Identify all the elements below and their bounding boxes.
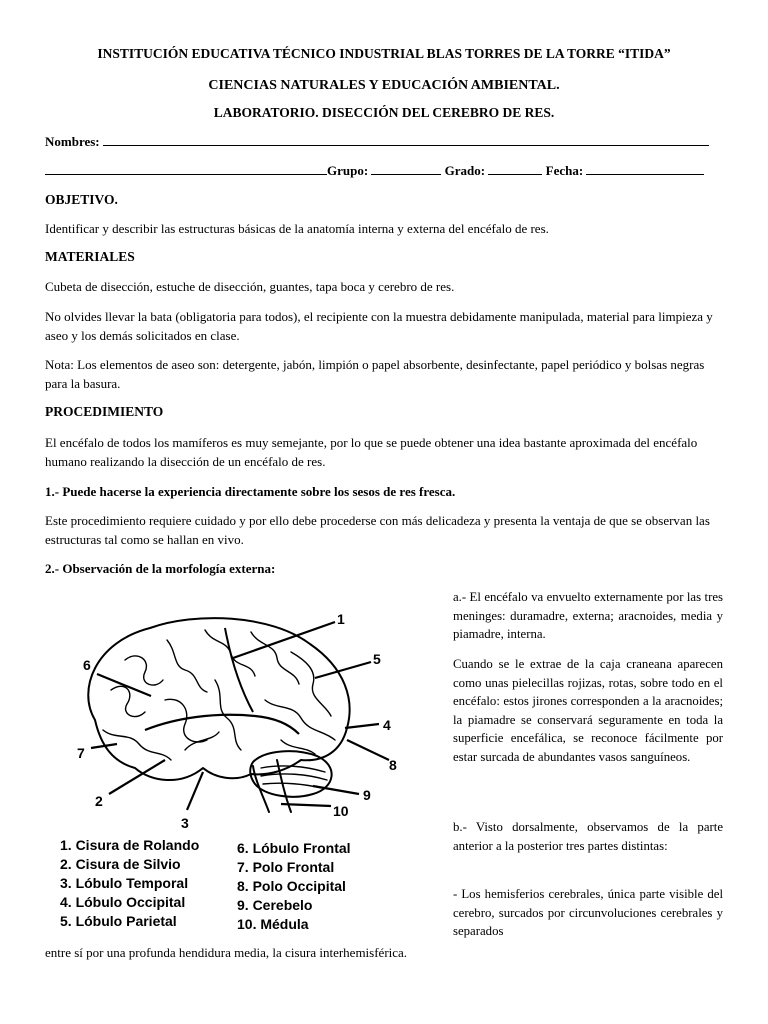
step1-title: 1.- Puede hacerse la experiencia directamente sobre los sesos de res fresca.	[45, 484, 456, 499]
aracnoides-paragraph: Cuando se le extrae de la caja craneana aparecen como unas pielecillas rojizas, rotas, sobre todo en el encéfalo: estos jirones corresponden a la aracnoides; la piamadre se conservará seguramente en toda la superficie encefálica, se reconoce fácilmente por estar surcada de abundantes vasos sanguíneos.	[453, 657, 723, 764]
fecha-label: Fecha:	[545, 163, 584, 178]
materiales-p1: Cubeta de disección, estuche de disección, guantes, tapa boca y cerebro de res.	[45, 279, 455, 294]
objetivo-heading: OBJETIVO.	[45, 192, 118, 207]
procedimiento-intro: El encéfalo de todos los mamíferos es muy semejante, por lo que se puede obtener una idea bastante aproximada del encéfalo humano realizando la disección de un encéfalo de res.	[45, 435, 698, 469]
nombres-row	[45, 134, 725, 150]
legend-left	[60, 836, 199, 931]
legend-item: 6. Lóbulo Frontal	[237, 840, 351, 856]
objetivo-text: Identificar y describir las estructuras básicas de la anatomía interna y externa del encéfalo de res.	[45, 221, 549, 236]
fig-label-6: 6	[83, 657, 91, 673]
legend-item: 5. Lóbulo Parietal	[60, 913, 177, 929]
leader-line-2	[109, 760, 165, 794]
fig-label-10: 10	[333, 803, 349, 819]
fig-label-2: 2	[95, 793, 103, 809]
institution-title: INSTITUCIÓN EDUCATIVA TÉCNICO INDUSTRIAL BLAS TORRES DE LA TORRE “ITIDA”	[97, 46, 671, 61]
subject-title: CIENCIAS NATURALES Y EDUCACIÓN AMBIENTAL.	[208, 78, 560, 93]
step1-text: Este procedimiento requiere cuidado y por ello debe procederse con más delicadeza y presenta la ventaja de que se observan las estructuras tal como se hallan en vivo.	[45, 513, 710, 547]
fig-label-8: 8	[389, 757, 397, 773]
fig-label-3: 3	[181, 815, 189, 830]
materiales-p2: No olvides llevar la bata (obligatoria para todos), el recipiente con la muestra debidamente manipulada, material para limpieza y aseo y los demás solicitados en clase.	[45, 309, 713, 343]
nombres-field[interactable]	[103, 134, 709, 146]
leader-line-5	[315, 662, 371, 678]
legend-item: 2. Cisura de Silvio	[60, 856, 181, 872]
legend-item: 8. Polo Occipital	[237, 878, 346, 894]
fig-label-7: 7	[77, 745, 85, 761]
legend-item: 1. Cisura de Rolando	[60, 837, 200, 853]
fig-label-5: 5	[373, 651, 381, 667]
leader-line-4	[345, 724, 379, 728]
fig-label-1: 1	[337, 611, 345, 627]
grupo-row	[45, 163, 725, 179]
materiales-note: Nota: Los elementos de aseo son: detergente, jabón, limpión o papel absorbente, desinfectante, papel periódico y bolsas negras para la basura.	[45, 357, 705, 391]
fig-label-4: 4	[383, 717, 391, 733]
dorsal-view-paragraph: b.- Visto dorsalmente, observamos de la parte anterior a la posterior tres partes distintas:	[453, 820, 723, 853]
legend-item: 4. Lóbulo Occipital	[60, 894, 186, 910]
legend-item: 10. Médula	[237, 916, 309, 932]
hemispheres-paragraph: - Los hemisferios cerebrales, única parte visible del cerebro, surcados por circunvoluciones cerebrales y separados	[453, 887, 723, 938]
leader-line-9	[313, 786, 359, 794]
grado-field[interactable]	[488, 163, 542, 175]
meninges-paragraph: a.- El encéfalo va envuelto externamente por las tres meninges: duramadre, externa; aracnoides, media y piamadre, interna.	[453, 590, 723, 641]
legend-item: 9. Cerebelo	[237, 897, 313, 913]
leader-line-6	[97, 674, 151, 696]
procedimiento-heading: PROCEDIMIENTO	[45, 404, 164, 419]
leader-line-8	[347, 740, 389, 760]
legend-item: 3. Lóbulo Temporal	[60, 875, 189, 891]
grupo-label: Grupo:	[327, 163, 369, 178]
lab-title: LABORATORIO. DISECCIÓN DEL CEREBRO DE RES.	[213, 105, 555, 120]
legend-item: 7. Polo Frontal	[237, 859, 335, 875]
materiales-heading: MATERIALES	[45, 249, 135, 264]
grupo-field[interactable]	[371, 163, 441, 175]
nombres-field-continued[interactable]	[45, 163, 327, 175]
hemispheres-continuation: entre sí por una profunda hendidura media, la cisura interhemisférica.	[45, 945, 408, 960]
fecha-field[interactable]	[586, 163, 704, 175]
nombres-label: Nombres:	[45, 134, 100, 149]
step2-title: 2.- Observación de la morfología externa:	[45, 561, 276, 576]
leader-line-3	[187, 772, 203, 810]
fig-label-9: 9	[363, 787, 371, 803]
brain-diagram	[55, 600, 430, 830]
grado-label: Grado:	[444, 163, 486, 178]
legend-right	[237, 839, 351, 934]
